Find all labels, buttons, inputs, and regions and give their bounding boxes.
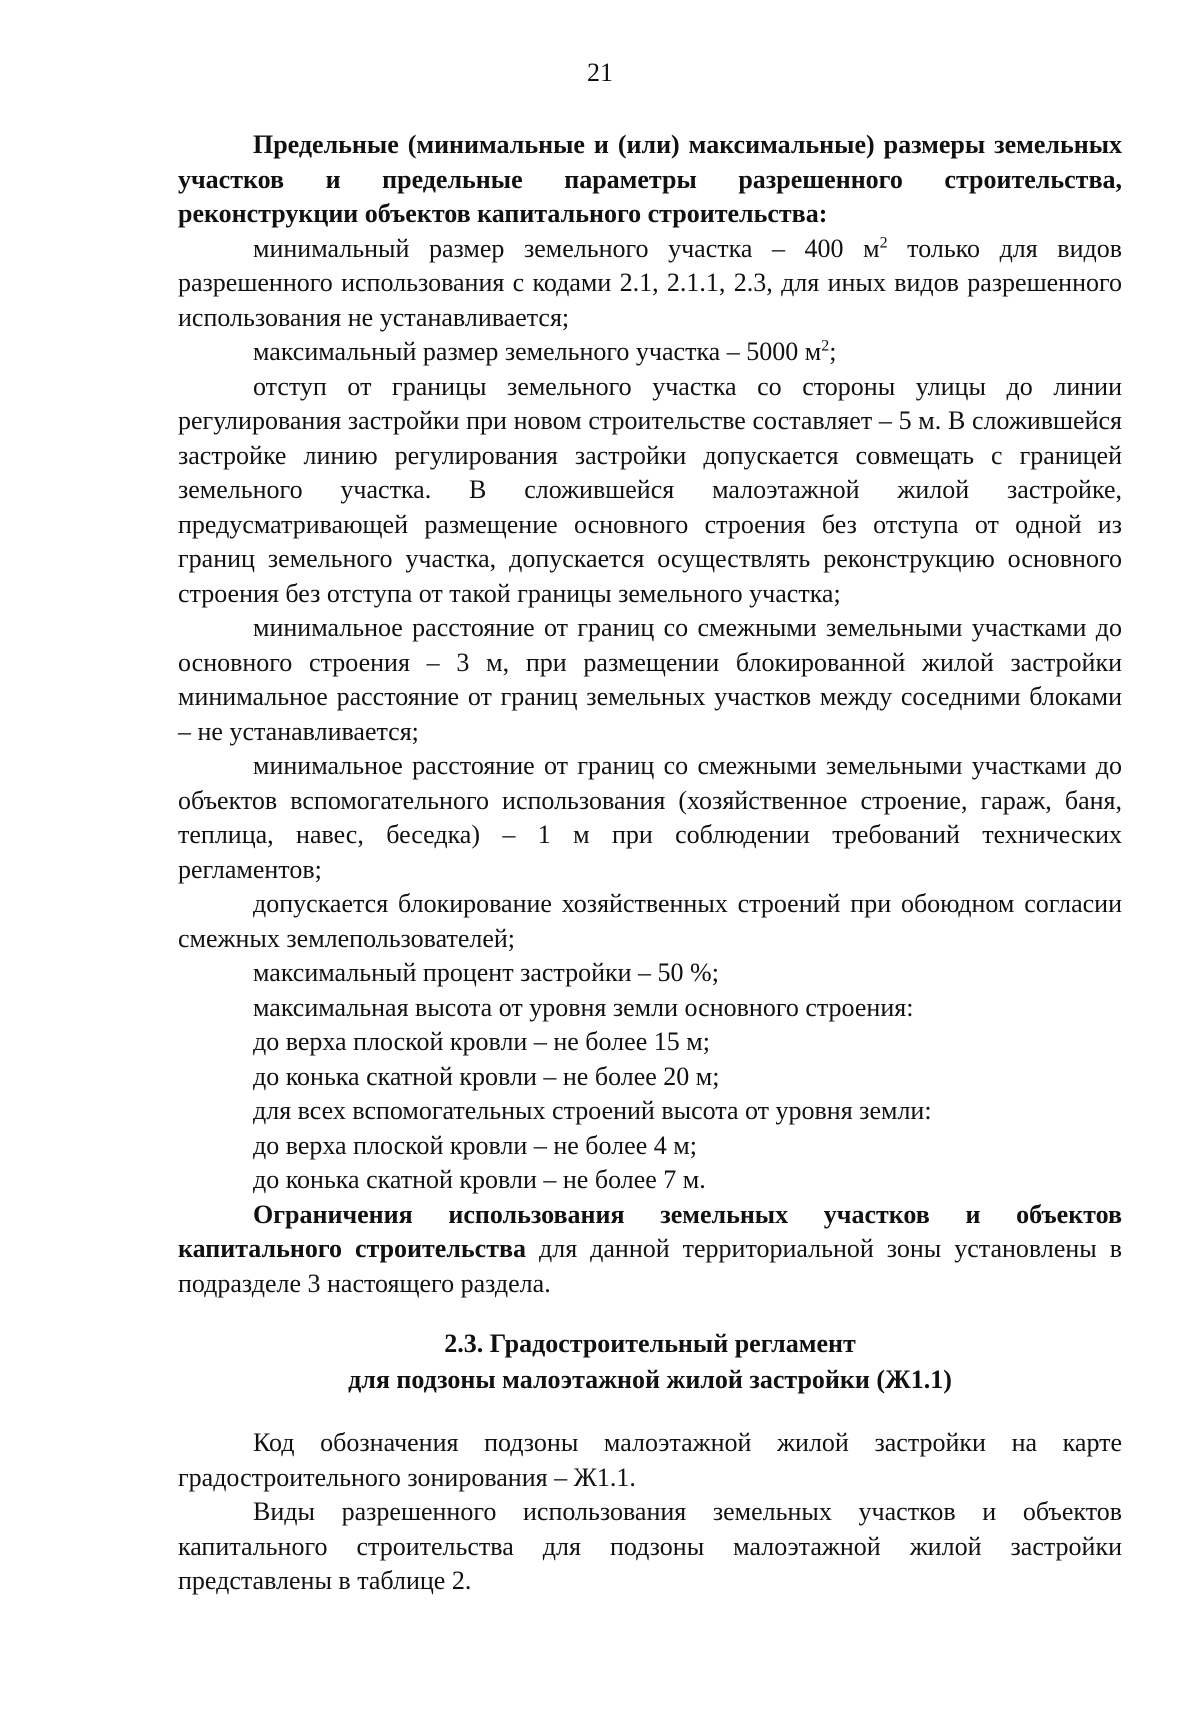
- restrictions-bold: Ограничения использования земельных участков и объектов капитального строительства: [178, 1199, 1122, 1263]
- street-setback-paragraph: отступ от границы земельного участка со стороны улицы до линии регулирования застройки при новом строительстве составляет – 5 м. В сложившейся застройке линию регулирования застройки допускается совмещать с границей земельного участка. В сложившейся малоэтажной жилой застройке, предусматривающей размещение основного строения без отступа от одной из границ земельного участка, допускается осуществлять реконструкцию основного строения без отступа от такой границы земельного участка;: [178, 371, 1122, 608]
- max-plot-size-text: максимальный размер земельного участка – 5000 м: [253, 337, 822, 366]
- min-plot-size-rest: только для видов разрешенного использования с кодами 2.1, 2.1.1, 2.3, для иных видов разрешенного использования не устанавливается;: [178, 233, 1123, 332]
- main-building-distance-paragraph: минимальное расстояние от границ со смежными земельными участками до основного строения – 3 м, при размещении блокированной жилой застройки минимальное расстояние от границ земельных участков между соседними блоками – не устанавливается;: [178, 613, 1122, 746]
- min-plot-size-paragraph: [178, 232, 1122, 336]
- min-plot-size-unit-sup: 2: [879, 233, 888, 251]
- auxiliary-pitched-roof-limit: до конька скатной кровли – не более 7 м.: [253, 1165, 706, 1194]
- limits-heading: Предельные (минимальные и (или) максимальные) размеры земельных участков и предельные параметры разрешенного строительства, реконструкции объектов капитального строительства:: [178, 130, 1122, 228]
- max-coverage-paragraph: максимальный процент застройки – 50 %;: [253, 958, 719, 987]
- max-plot-size-unit-sup: 2: [821, 337, 830, 355]
- max-plot-size-rest: ;: [829, 337, 837, 366]
- max-height-heading: максимальная высота от уровня земли основного строения:: [253, 992, 914, 1022]
- auxiliary-height-heading: для всех вспомогательных строений высота от уровня земли:: [253, 1096, 932, 1125]
- section-title: [178, 1326, 1122, 1398]
- restrictions-paragraph: [178, 1198, 1122, 1302]
- section-title-line1: 2.3. Градостроительный регламент: [444, 1329, 856, 1358]
- max-plot-size-paragraph: [178, 335, 1122, 370]
- pitched-roof-limit: до конька скатной кровли – не более 20 м;: [253, 1061, 720, 1091]
- section-title-line2: для подзоны малоэтажной жилой застройки (Ж1.1): [348, 1365, 952, 1394]
- blocking-paragraph: допускается блокирование хозяйственных строений при обоюдном согласии смежных землепользователей;: [178, 889, 1122, 953]
- flat-roof-limit: до верха плоской кровли – не более 15 м;: [253, 1027, 710, 1056]
- document-body: [178, 128, 1122, 1599]
- auxiliary-flat-roof-limit: до верха плоской кровли – не более 4 м;: [253, 1130, 697, 1160]
- permitted-uses-paragraph: Виды разрешенного использования земельных участков и объектов капитального строительства для подзоны малоэтажной жилой застройки представлены в таблице 2.: [178, 1497, 1122, 1595]
- zone-code-paragraph: Код обозначения подзоны малоэтажной жилой застройки на карте градостроительного зонирования – Ж1.1.: [178, 1428, 1122, 1492]
- min-plot-size-text: минимальный размер земельного участка – 400 м: [253, 233, 880, 263]
- auxiliary-building-distance-paragraph: минимальное расстояние от границ со смежными земельными участками до объектов вспомогательного использования (хозяйственное строение, гараж, баня, теплица, навес, беседка) – 1 м при соблюдении требований технических регламентов;: [178, 751, 1122, 884]
- page-number: 21: [587, 58, 613, 87]
- restrictions-rest: для данной территориальной зоны установлены в подразделе 3 настоящего раздела.: [178, 1234, 1122, 1298]
